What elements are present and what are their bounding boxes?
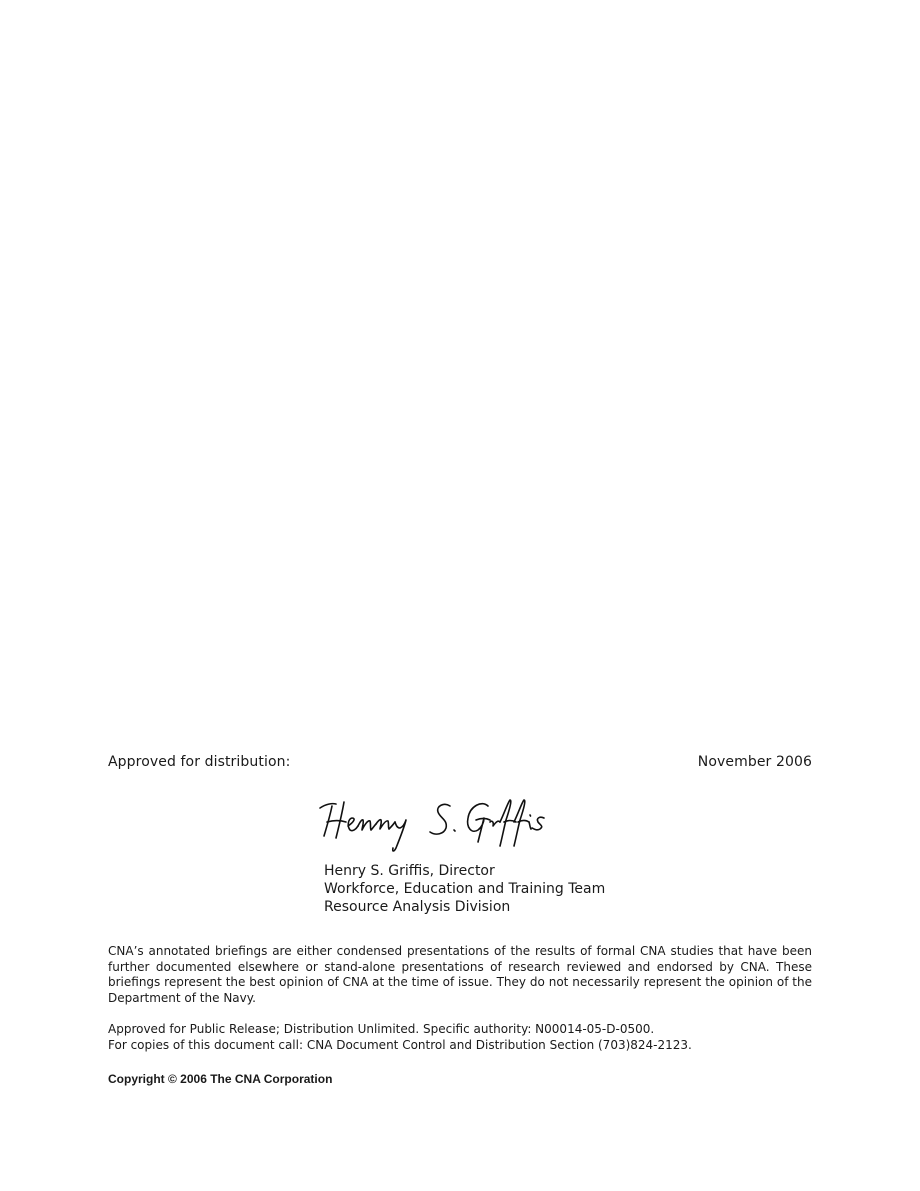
signer-name-title: Henry S. Griffis, Director (324, 863, 495, 879)
signer-block (324, 862, 605, 916)
copyright-notice: Copyright © 2006 The CNA Corporation (108, 1072, 333, 1086)
release-copies-line: For copies of this document call: CNA Document Control and Distribution Section (703)824-2123. (108, 1037, 692, 1052)
signature-image (318, 792, 548, 854)
disclaimer-paragraph: CNA’s annotated briefings are either condensed presentations of the results of formal CNA studies that have been further documented elsewhere or stand-alone presentations of research reviewed and endorsed by CNA. These briefings represent the best opinion of CNA at the time of issue. They do not necessarily represent the opinion of the Department of the Navy. (108, 944, 812, 1005)
approval-row (108, 754, 812, 770)
release-authority-line: Approved for Public Release; Distribution Unlimited. Specific authority: N00014-05-D-0500. (108, 1022, 655, 1036)
approval-date: November 2006 (697, 754, 812, 770)
approval-label: Approved for distribution: (108, 754, 291, 770)
signer-division: Resource Analysis Division (324, 899, 511, 915)
signer-team: Workforce, Education and Training Team (324, 881, 606, 897)
release-notice (108, 1022, 692, 1053)
